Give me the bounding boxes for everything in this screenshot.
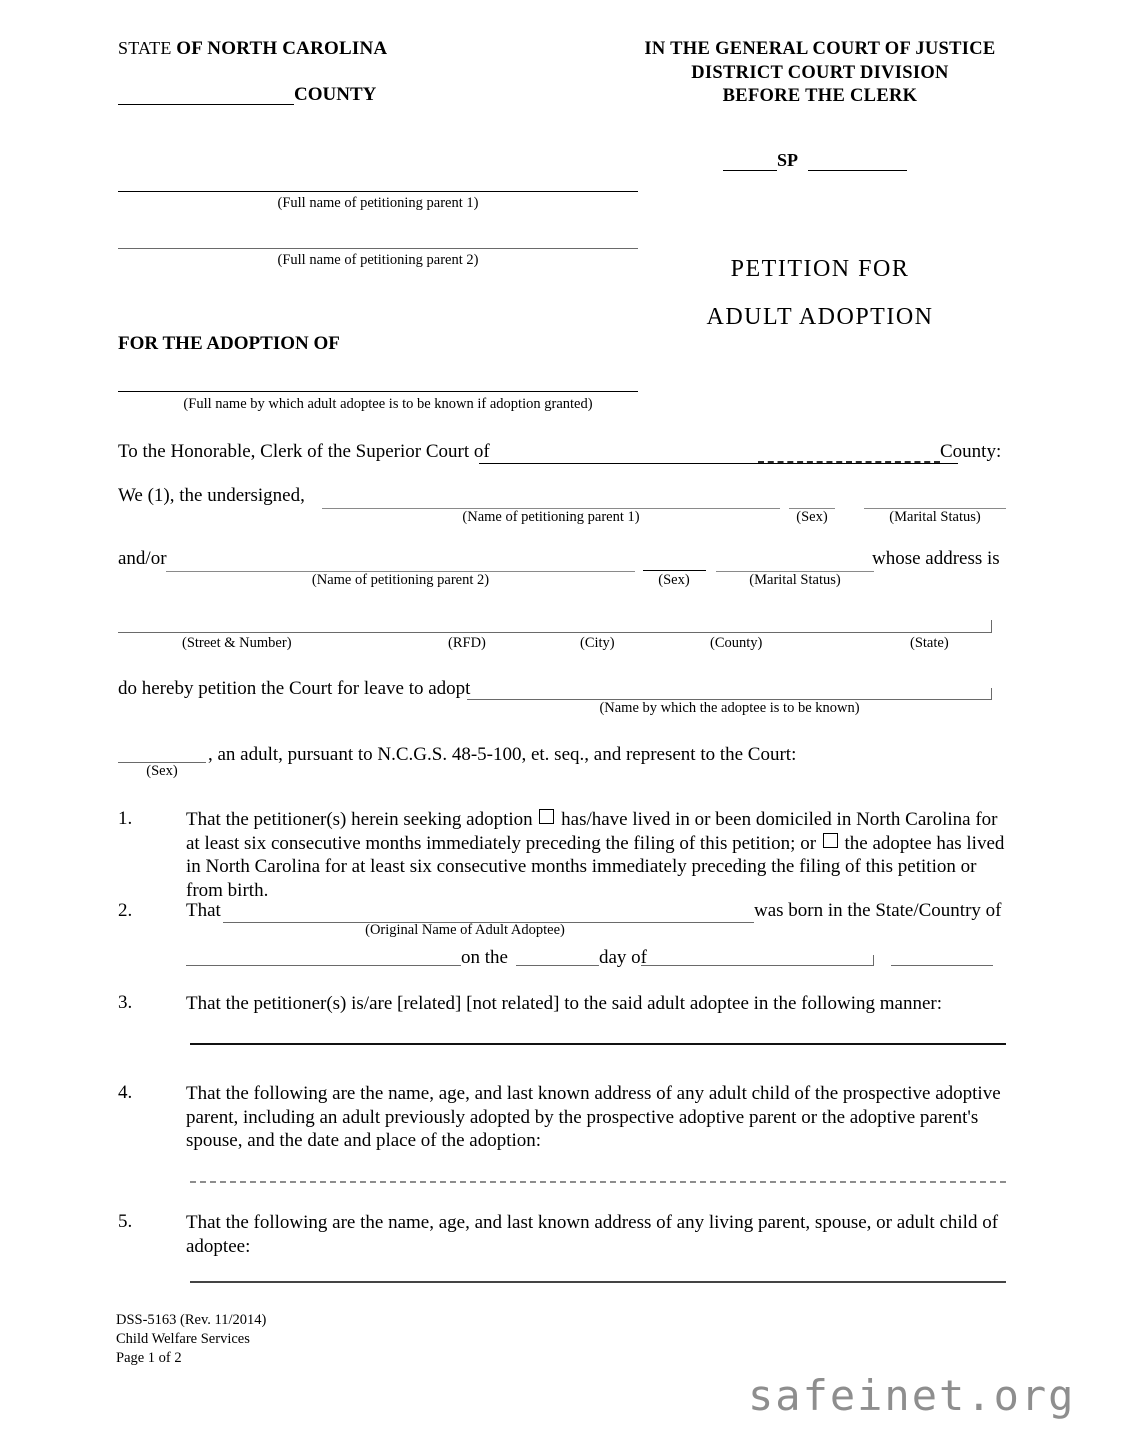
item-3-answer-blank[interactable] xyxy=(190,1043,1006,1045)
court-heading xyxy=(600,38,1040,109)
county-label: COUNTY xyxy=(294,84,377,105)
address-caption-city: (City) xyxy=(580,635,615,651)
adoptee-sex-caption: (Sex) xyxy=(146,763,178,779)
domicile-adoptee-checkbox[interactable] xyxy=(823,833,838,848)
adoptee-name-caption: (Full name by which adult adoptee is to be known if adoption granted) xyxy=(183,396,593,412)
adoptee-name-blank[interactable] xyxy=(118,391,638,392)
petitioner1-marital-caption: (Marital Status) xyxy=(889,509,981,525)
case-number-blank[interactable] xyxy=(808,170,907,171)
item-5-number: 5. xyxy=(118,1211,133,1232)
birth-state-country-blank[interactable] xyxy=(186,965,461,966)
footer xyxy=(116,1311,266,1368)
footer-agency: Child Welfare Services xyxy=(116,1331,250,1347)
item-1-number: 1. xyxy=(118,808,133,829)
parent1-name-blank[interactable] xyxy=(118,191,638,192)
address-blank[interactable] xyxy=(118,632,992,633)
item-3-number: 3. xyxy=(118,992,133,1013)
petitioner2-name-caption: (Name of petitioning parent 2) xyxy=(311,572,490,588)
birth-month-blank[interactable] xyxy=(641,965,874,966)
petitioner2-marital-caption: (Marital Status) xyxy=(749,572,841,588)
county-blank-line[interactable] xyxy=(118,104,294,105)
we-undersigned-text: We (1), the undersigned, xyxy=(118,485,305,506)
item-4-number: 4. xyxy=(118,1082,133,1103)
address-end-tick xyxy=(991,620,992,633)
state-heading xyxy=(118,38,387,60)
parent1-caption: (Full name of petitioning parent 1) xyxy=(277,195,479,211)
day-of-label: day of xyxy=(599,947,648,968)
item-2-that-label: That xyxy=(186,900,221,921)
item-4-answer-blank[interactable] xyxy=(190,1181,1006,1183)
petitioner1-sex-caption: (Sex) xyxy=(796,509,828,525)
item-1-text-part-1: That the petitioner(s) herein seeking adoption xyxy=(186,809,538,830)
state-heading-rest: OF NORTH CAROLINA xyxy=(176,38,388,59)
item-1-text-part-2: has/have lived in or been domiciled in North Carolina for at least six consecutive months immediately preceding the filing of this petition; or xyxy=(186,809,998,854)
county-suffix-label: County: xyxy=(940,441,1002,462)
item-5-text: That the following are the name, age, and last known address of any living parent, spouse, or adult child of adoptee: xyxy=(186,1212,999,1257)
address-caption-street: (Street & Number) xyxy=(182,635,292,651)
whose-address-is-text: whose address is xyxy=(872,548,1000,569)
item-5-answer-blank[interactable] xyxy=(190,1281,1006,1283)
item-1-text xyxy=(186,808,1006,902)
court-heading-line-3: BEFORE THE CLERK xyxy=(722,86,918,106)
parent2-caption: (Full name of petitioning parent 2) xyxy=(277,252,479,268)
footer-form-id: DSS-5163 (Rev. 11/2014) xyxy=(116,1312,267,1328)
birth-month-end-tick xyxy=(873,955,874,966)
adoptee-known-name-end-tick xyxy=(991,688,992,700)
item-4-text: That the following are the name, age, and last known address of any adult child of the prospective adoptive parent, including an adult previously adopted by the prospective adoptive parent or the adoptive parent's spouse, and the date and place of the adoption: xyxy=(186,1083,1001,1151)
sp-label: SP xyxy=(777,150,799,170)
watermark: safeinet.org xyxy=(748,1371,1076,1420)
item-2-number: 2. xyxy=(118,900,133,921)
adult-statute-clause: , an adult, pursuant to N.C.G.S. 48-5-100, et. seq., and represent to the Court: xyxy=(208,744,797,765)
petitioner2-sex-blank[interactable] xyxy=(643,570,706,571)
birth-year-blank[interactable] xyxy=(891,965,993,966)
case-number-prefix-blank[interactable] xyxy=(723,170,777,171)
original-name-caption: (Original Name of Adult Adoptee) xyxy=(365,922,565,938)
address-caption-county: (County) xyxy=(710,635,763,651)
court-heading-line-2: DISTRICT COURT DIVISION xyxy=(691,62,949,83)
item-2-born-text: was born in the State/Country of xyxy=(754,900,1002,921)
do-hereby-petition-text: do hereby petition the Court for leave to adopt xyxy=(118,678,471,699)
adoptee-known-name-caption: (Name by which the adoptee is to be known) xyxy=(599,700,860,716)
superior-court-county-blank[interactable] xyxy=(479,463,958,464)
petitioner2-sex-caption: (Sex) xyxy=(658,572,690,588)
birth-day-blank[interactable] xyxy=(516,965,599,966)
domicile-petitioner-checkbox[interactable] xyxy=(539,809,554,824)
address-caption-rfd: (RFD) xyxy=(448,635,486,651)
for-the-adoption-of-label: FOR THE ADOPTION OF xyxy=(118,333,340,354)
andor-label: and/or xyxy=(118,548,167,569)
honorable-clerk-text: To the Honorable, Clerk of the Superior Court of xyxy=(118,441,490,462)
document-title-line-1: PETITION FOR xyxy=(730,256,910,282)
address-caption-state: (State) xyxy=(910,635,949,651)
document-title-line-2: ADULT ADOPTION xyxy=(706,304,934,330)
item-1-text-part-3: the adoptee has lived in North Carolina for at least six consecutive months immediately preceding the filing of this petition or from birth. xyxy=(186,832,1005,901)
state-heading-lead: STATE xyxy=(118,38,177,58)
superior-court-county-blank-dashed[interactable] xyxy=(758,461,940,463)
on-the-label: on the xyxy=(461,947,508,968)
parent2-name-blank[interactable] xyxy=(118,248,638,249)
footer-page: Page 1 of 2 xyxy=(116,1350,182,1366)
item-3-text: That the petitioner(s) is/are [related] [not related] to the said adult adoptee in the following manner: xyxy=(186,993,943,1014)
court-heading-line-1: IN THE GENERAL COURT OF JUSTICE xyxy=(644,39,996,59)
petitioner1-name-caption: (Name of petitioning parent 1) xyxy=(462,509,640,525)
